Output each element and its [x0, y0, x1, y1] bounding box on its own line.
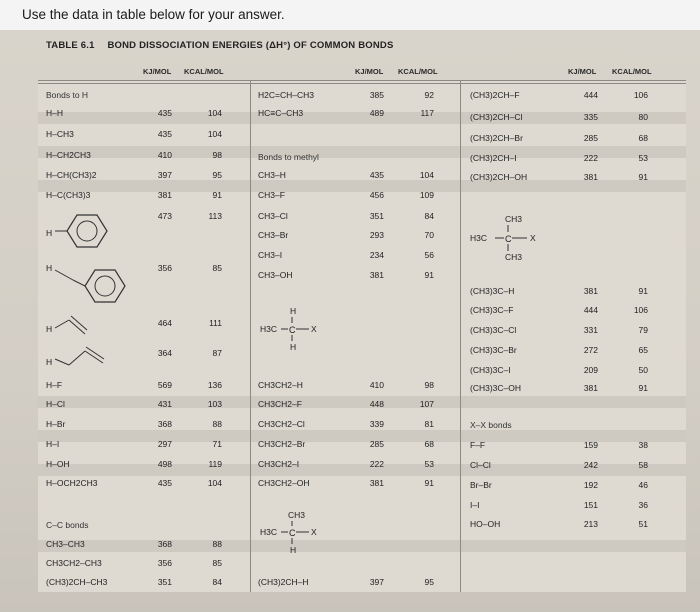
- struct-bonds: [279, 519, 319, 549]
- kj-value: 397: [157, 170, 172, 180]
- kj-value: 356: [157, 263, 172, 273]
- struct-bonds: [279, 316, 319, 346]
- bond-label: H–H: [46, 108, 64, 118]
- svg-text:C: C: [289, 325, 296, 335]
- kcal-value: 111: [209, 318, 222, 328]
- kcal-value: 46: [638, 480, 648, 490]
- kj-value: 431: [157, 399, 172, 409]
- bond-label: H–CH2CH3: [46, 150, 91, 160]
- kcal-value: 103: [207, 399, 222, 409]
- struct-h-label: H: [46, 228, 53, 238]
- struct-left: H3C: [470, 233, 488, 243]
- kj-value: 351: [157, 577, 172, 587]
- bond-label: CH3CH2–Br: [258, 439, 306, 449]
- kj-value: 331: [583, 325, 598, 335]
- struct-left: H3C: [260, 527, 278, 537]
- bond-label: H–CH(CH3)2: [46, 170, 97, 180]
- kcal-value: 136: [207, 380, 222, 390]
- bond-label: CH3CH2–F: [258, 399, 302, 409]
- svg-text:C: C: [289, 528, 296, 538]
- kj-value: 234: [369, 250, 384, 260]
- bond-label: CH3–F: [258, 190, 285, 200]
- kcal-value: 50: [638, 365, 648, 375]
- kj-value: 448: [369, 399, 384, 409]
- kj-value: 435: [157, 108, 172, 118]
- kj-value: 222: [369, 459, 384, 469]
- column-divider: [460, 80, 461, 592]
- bond-label: (CH3)3C–Cl: [470, 325, 517, 335]
- bond-label: CH3CH2–Cl: [258, 419, 305, 429]
- kcal-value: 106: [633, 90, 648, 100]
- bond-label: H2C=CH–CH3: [258, 90, 314, 100]
- kcal-value: 85: [212, 558, 222, 568]
- kcal-value: 104: [207, 478, 222, 488]
- kcal-value: 106: [633, 305, 648, 315]
- kj-value: 498: [157, 459, 172, 469]
- kj-value: 410: [369, 380, 384, 390]
- kj-value: 464: [157, 318, 172, 328]
- bond-label: (CH3)3C–I: [470, 365, 511, 375]
- kcal-value: 104: [419, 170, 434, 180]
- kcal-value: 91: [424, 478, 434, 488]
- kj-value: 356: [157, 558, 172, 568]
- bond-label: HO–OH: [470, 519, 501, 529]
- bond-label: H–OH: [46, 459, 70, 469]
- kcal-value: 38: [638, 440, 648, 450]
- kcal-value: 91: [212, 190, 222, 200]
- bond-label: Br–Br: [470, 480, 492, 490]
- kcal-value: 68: [424, 439, 434, 449]
- kcal-value: 81: [424, 419, 434, 429]
- kj-value: 213: [583, 519, 598, 529]
- kcal-value: 91: [638, 383, 648, 393]
- bond-label: (CH3)2CH–F: [470, 90, 520, 100]
- kcal-value: 85: [212, 263, 222, 273]
- kcal-value: 104: [207, 129, 222, 139]
- kcal-value: 104: [207, 108, 222, 118]
- kcal-value: 71: [212, 439, 222, 449]
- kj-value: 285: [583, 133, 598, 143]
- kj-value: 335: [583, 112, 598, 122]
- kcal-value: 88: [212, 539, 222, 549]
- struct-x: X: [530, 233, 536, 243]
- kj-value: 151: [583, 500, 598, 510]
- bond-label: CH3–Cl: [258, 211, 288, 221]
- kj-value: 368: [157, 419, 172, 429]
- bond-label: (CH3)2CH–Br: [470, 133, 523, 143]
- bond-label: (CH3)3C–H: [470, 286, 515, 296]
- bond-label: CH3–I: [258, 250, 283, 260]
- kj-value: 293: [369, 230, 384, 240]
- kj-value: 272: [583, 345, 598, 355]
- kj-value: 444: [583, 305, 598, 315]
- table-top-rule-2: [38, 83, 686, 84]
- kj-value: 489: [369, 108, 384, 118]
- struct-top: CH3: [288, 510, 306, 520]
- bond-label: CH3CH2–CH3: [46, 558, 102, 568]
- kcal-value: 84: [424, 211, 434, 221]
- kcal-value: 79: [638, 325, 648, 335]
- unit-kj-2: KJ/MOL: [355, 67, 384, 76]
- unit-kj-1: KJ/MOL: [143, 67, 172, 76]
- kj-value: 569: [157, 380, 172, 390]
- column-divider: [250, 80, 251, 592]
- kj-value: 364: [157, 348, 172, 358]
- kcal-value: 56: [424, 250, 434, 260]
- kcal-value: 98: [212, 150, 222, 160]
- bond-label: CH3–Br: [258, 230, 289, 240]
- kcal-value: 58: [638, 460, 648, 470]
- kcal-value: 65: [638, 345, 648, 355]
- col1-heading: Bonds to H: [46, 90, 89, 100]
- kcal-value: 95: [424, 577, 434, 587]
- bond-label: (CH3)3C–OH: [470, 383, 522, 393]
- kj-value: 381: [369, 478, 384, 488]
- xx-heading: X–X bonds: [470, 420, 512, 430]
- struct-left: H3C: [260, 324, 278, 334]
- benzyl-structure: [55, 262, 135, 307]
- kj-value: 397: [369, 577, 384, 587]
- kcal-value: 36: [638, 500, 648, 510]
- allyl-structure: [55, 345, 125, 369]
- struct-h-label: H: [46, 324, 53, 334]
- svg-text:C: C: [505, 234, 512, 244]
- kcal-value: 91: [638, 286, 648, 296]
- kcal-value: 92: [424, 90, 434, 100]
- kcal-value: 84: [212, 577, 222, 587]
- kj-value: 381: [583, 286, 598, 296]
- unit-kcal-2: KCAL/MOL: [398, 67, 438, 76]
- bond-label: (CH3)3C–Br: [470, 345, 517, 355]
- table-caption: [46, 40, 394, 51]
- kj-value: 381: [369, 270, 384, 280]
- methyl-heading: Bonds to methyl: [258, 152, 319, 162]
- bond-label: HC≡C–CH3: [258, 108, 304, 118]
- kj-value: 410: [157, 150, 172, 160]
- struct-bottom: CH3: [505, 252, 523, 262]
- bond-label: (CH3)3C–F: [470, 305, 514, 315]
- table-top-rule: [38, 80, 686, 81]
- kj-value: 242: [583, 460, 598, 470]
- kj-value: 381: [157, 190, 172, 200]
- struct-h-label: H: [46, 263, 53, 273]
- struct-h-bottom: H: [290, 342, 297, 352]
- bond-label: CH3CH2–OH: [258, 478, 310, 488]
- struct-h-label: H: [46, 357, 53, 367]
- kcal-value: 113: [208, 211, 222, 221]
- kj-value: 192: [583, 480, 598, 490]
- kcal-value: 87: [212, 348, 222, 358]
- kj-value: 209: [583, 365, 598, 375]
- kcal-value: 119: [208, 459, 222, 469]
- unit-kj-3: KJ/MOL: [568, 67, 597, 76]
- bond-label: H–OCH2CH3: [46, 478, 98, 488]
- struct-bonds: [493, 224, 533, 254]
- kj-value: 159: [583, 440, 598, 450]
- kcal-value: 98: [424, 380, 434, 390]
- kcal-value: 68: [638, 133, 648, 143]
- kcal-value: 53: [424, 459, 434, 469]
- bond-label: CH3CH2–H: [258, 380, 303, 390]
- kj-value: 435: [369, 170, 384, 180]
- bond-label: Cl–Cl: [470, 460, 491, 470]
- bond-label: (CH3)2CH–I: [470, 153, 517, 163]
- kcal-value: 51: [638, 519, 648, 529]
- kcal-value: 70: [424, 230, 434, 240]
- cc-heading: C–C bonds: [46, 520, 89, 530]
- kcal-value: 117: [420, 108, 434, 118]
- bond-label: CH3CH2–I: [258, 459, 300, 469]
- kcal-value: 91: [424, 270, 434, 280]
- bond-label: (CH3)2CH–CH3: [46, 577, 108, 587]
- struct-h-top: H: [290, 306, 297, 316]
- bond-label: H–Br: [46, 419, 66, 429]
- shade-row: [38, 540, 686, 552]
- kj-value: 222: [583, 153, 598, 163]
- phenyl-structure: [55, 212, 115, 252]
- struct-x: X: [311, 324, 317, 334]
- bond-label: CH3–CH3: [46, 539, 85, 549]
- bond-label: CH3–OH: [258, 270, 293, 280]
- table-number: TABLE 6.1: [46, 40, 95, 51]
- kj-value: 351: [369, 211, 384, 221]
- unit-kcal-1: KCAL/MOL: [184, 67, 224, 76]
- bond-label: (CH3)2CH–Cl: [470, 112, 523, 122]
- kcal-value: 80: [638, 112, 648, 122]
- bond-label: H–F: [46, 380, 63, 390]
- bond-label: I–I: [470, 500, 480, 510]
- struct-bottom: H: [290, 545, 297, 555]
- kj-value: 381: [583, 172, 598, 182]
- struct-top: CH3: [505, 214, 523, 224]
- prompt-text: Use the data in table below for your answer.: [22, 7, 285, 22]
- bond-label: H–I: [46, 439, 60, 449]
- bond-label: (CH3)2CH–H: [258, 577, 309, 587]
- bond-label: CH3–H: [258, 170, 286, 180]
- bond-label: (CH3)2CH–OH: [470, 172, 528, 182]
- bond-label: H–Cl: [46, 399, 65, 409]
- kcal-value: 53: [638, 153, 648, 163]
- vinyl-structure: [55, 316, 115, 338]
- kj-value: 368: [157, 539, 172, 549]
- bond-label: F–F: [470, 440, 486, 450]
- kcal-value: 107: [419, 399, 434, 409]
- kcal-value: 95: [212, 170, 222, 180]
- kj-value: 435: [157, 478, 172, 488]
- bond-label: H–C(CH3)3: [46, 190, 91, 200]
- kcal-value: 109: [419, 190, 434, 200]
- kj-value: 473: [157, 211, 172, 221]
- unit-kcal-3: KCAL/MOL: [612, 67, 652, 76]
- kj-value: 444: [583, 90, 598, 100]
- kj-value: 456: [369, 190, 384, 200]
- kcal-value: 88: [212, 419, 222, 429]
- kj-value: 297: [157, 439, 172, 449]
- kj-value: 339: [369, 419, 384, 429]
- kj-value: 381: [583, 383, 598, 393]
- bond-label: H–CH3: [46, 129, 74, 139]
- struct-x: X: [311, 527, 317, 537]
- kj-value: 435: [157, 129, 172, 139]
- kcal-value: 91: [638, 172, 648, 182]
- table-title: BOND DISSOCIATION ENERGIES (ΔH°) OF COMMON BONDS: [107, 40, 394, 51]
- kj-value: 285: [369, 439, 384, 449]
- kj-value: 385: [369, 90, 384, 100]
